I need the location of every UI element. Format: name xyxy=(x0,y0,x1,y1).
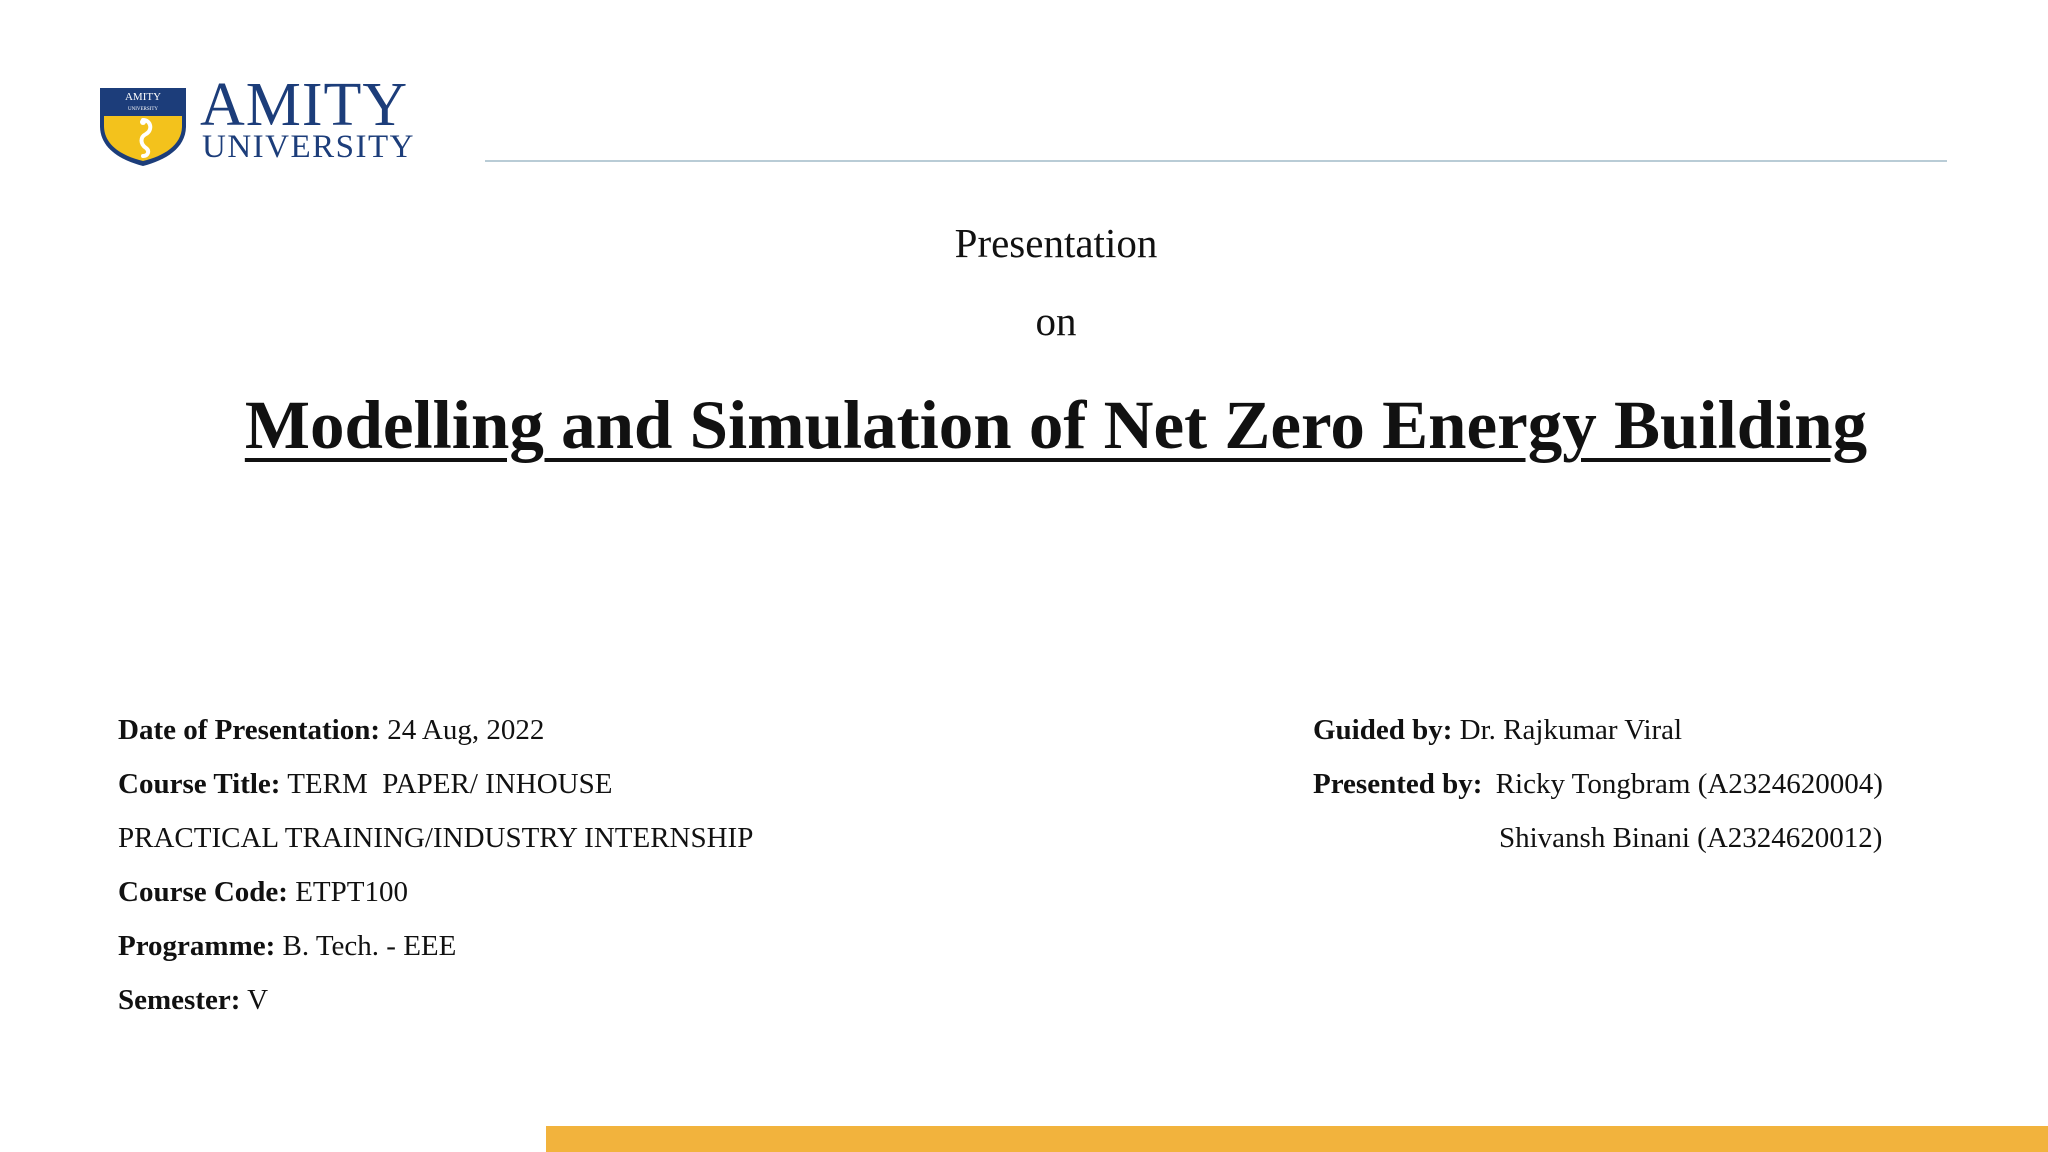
logo-word-amity: AMITY xyxy=(200,71,409,139)
heading-on: on xyxy=(1035,298,1077,344)
course-code-value: ETPT100 xyxy=(295,876,408,908)
programme-value: B. Tech. - EEE xyxy=(282,930,457,962)
semester-label: Semester: xyxy=(118,984,241,1016)
date-row xyxy=(118,712,544,748)
date-label: Date of Presentation: xyxy=(118,714,381,746)
guided-by-label: Guided by: xyxy=(1313,714,1453,746)
course-code-label: Course Code: xyxy=(118,876,288,908)
semester-value: V xyxy=(247,984,269,1016)
presented-by-row xyxy=(1313,766,1883,802)
amity-shield-icon xyxy=(96,82,190,166)
presentation-title: Modelling and Simulation of Net Zero Energy Building xyxy=(244,387,1868,463)
course-title-value: TERM PAPER/ INHOUSE xyxy=(287,768,613,800)
logo-word-university: UNIVERSITY xyxy=(202,129,415,165)
course-code-row xyxy=(118,874,408,910)
header-rule xyxy=(485,160,1947,162)
shield-text: AMITY xyxy=(124,91,162,103)
course-title-continued: PRACTICAL TRAINING/INDUSTRY INTERNSHIP xyxy=(118,822,754,854)
presenter-2: Shivansh Binani (A2324620012) xyxy=(1499,822,1883,854)
semester-row xyxy=(118,982,268,1018)
presented-by-label: Presented by: xyxy=(1313,768,1483,800)
date-value: 24 Aug, 2022 xyxy=(387,714,545,746)
amity-logo xyxy=(96,71,446,168)
presenter-1: Ricky Tongbram (A2324620004) xyxy=(1495,768,1883,800)
guided-by-row xyxy=(1313,712,1682,748)
course-title-label: Course Title: xyxy=(118,768,281,800)
programme-label: Programme: xyxy=(118,930,276,962)
accent-bar xyxy=(546,1126,2048,1152)
heading-presentation: Presentation xyxy=(954,220,1158,266)
programme-row xyxy=(118,928,456,964)
course-title-row xyxy=(118,766,612,802)
svg-text:UNIVERSITY: UNIVERSITY xyxy=(128,107,158,112)
guided-by-value: Dr. Rajkumar Viral xyxy=(1459,714,1683,746)
